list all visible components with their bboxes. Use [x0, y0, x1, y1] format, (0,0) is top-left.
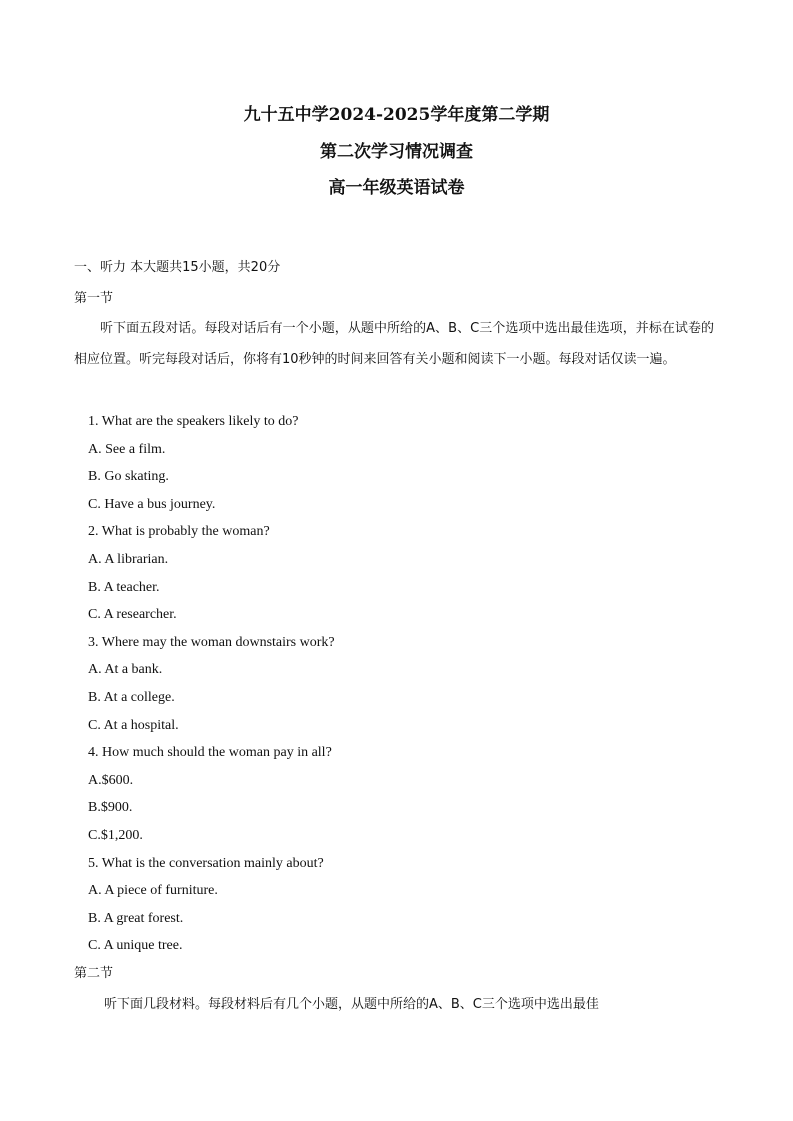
question-option: B. At a college. — [88, 690, 175, 705]
part-label-1: 第一节 — [74, 291, 114, 306]
question-option: A. A piece of furniture. — [88, 883, 218, 898]
question-stem: 4. How much should the woman pay in all? — [88, 745, 332, 760]
question-option: A. At a bank. — [88, 662, 163, 677]
question-option: C. A unique tree. — [88, 938, 183, 953]
part2-instructions: 听下面几段材料。每段材料后有几个小题，从题中所给的A、B、C三个选项中选出最佳 — [104, 997, 599, 1012]
question-stem: 1. What are the speakers likely to do? — [88, 414, 299, 429]
question-option: C.$1,200. — [88, 828, 143, 843]
question-option: C. Have a bus journey. — [88, 497, 216, 512]
part-label-2: 第二节 — [74, 966, 114, 981]
exam-title-subject: 高一年级英语试卷 — [328, 178, 465, 198]
question-option: B.$900. — [88, 800, 133, 815]
question-option: A. See a film. — [88, 442, 166, 457]
question-option: C. At a hospital. — [88, 718, 179, 733]
section-heading-listening: 一、听力 本大题共15小题，共20分 — [74, 260, 281, 275]
question-option: B. A great forest. — [88, 911, 184, 926]
question-stem: 2. What is probably the woman? — [88, 524, 270, 539]
question-option: C. A researcher. — [88, 607, 177, 622]
question-option: A. A librarian. — [88, 552, 169, 567]
exam-title-school: 九十五中学2024-2025学年度第二学期 — [243, 105, 550, 125]
question-option: B. A teacher. — [88, 580, 160, 595]
question-option: B. Go skating. — [88, 469, 169, 484]
part1-instructions: 听下面五段对话。每段对话后有一个小题，从题中所给的A、B、C三个选项中选出最佳选项，并标在试卷的相应位置。听完每段对话后，你将有10秒钟的时间来回答有关小题和阅读下一小题。每段对话仅读一遍。 — [74, 321, 714, 367]
question-stem: 5. What is the conversation mainly about? — [88, 856, 324, 871]
question-stem: 3. Where may the woman downstairs work? — [88, 635, 335, 650]
exam-title-survey: 第二次学习情况调查 — [320, 142, 473, 162]
question-option: A.$600. — [88, 773, 134, 788]
